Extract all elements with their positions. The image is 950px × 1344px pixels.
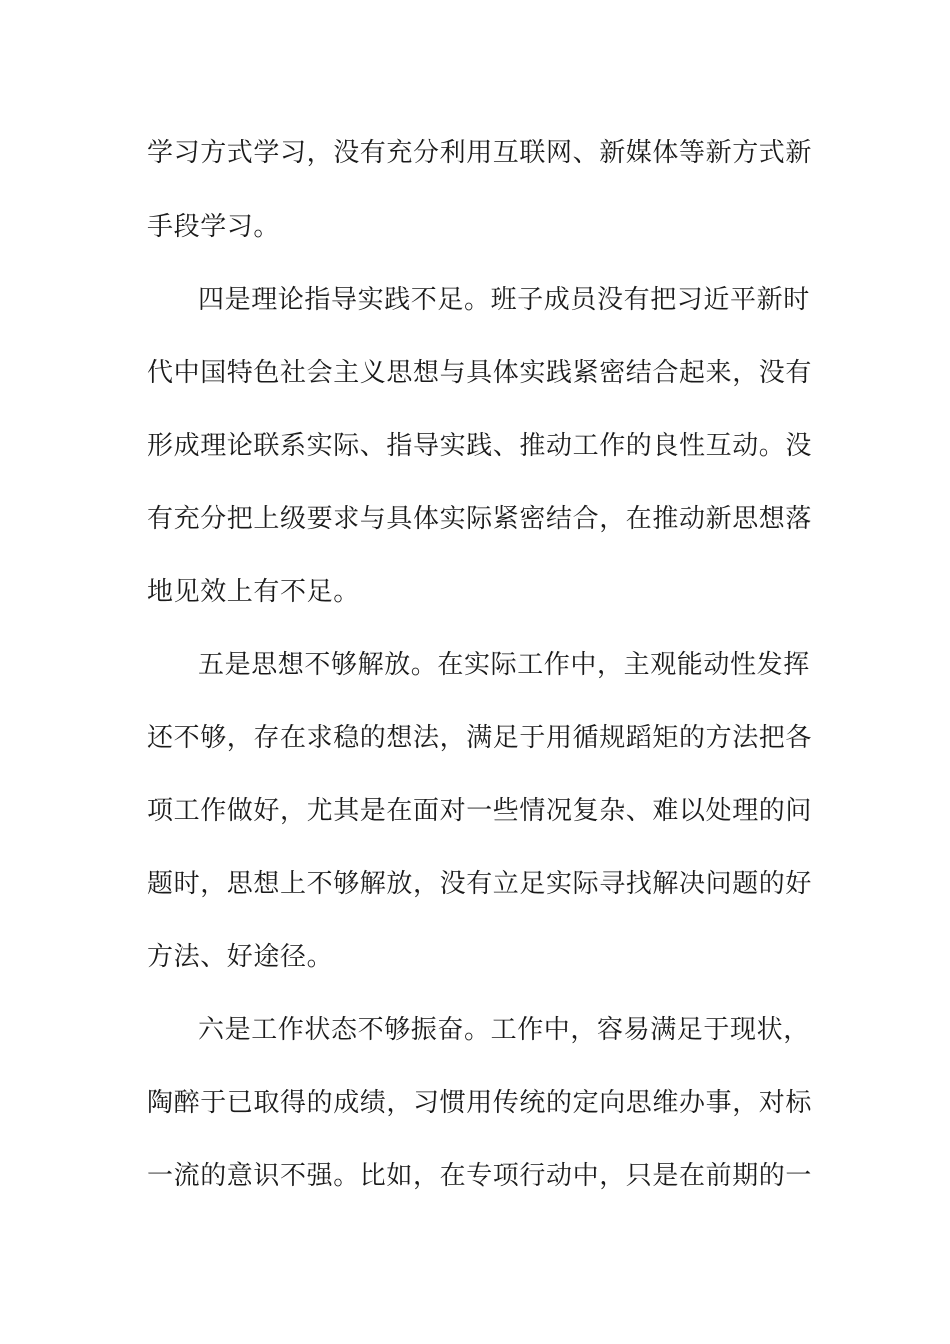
- text-line: 手段学习。: [147, 212, 281, 242]
- text-line: 项工作做好，尤其是在面对一些情况复杂、难以处理的问: [147, 796, 813, 826]
- text-line: 陶醉于已取得的成绩，习惯用传统的定向思维办事，对标: [147, 1088, 813, 1118]
- text-line: 代中国特色社会主义思想与具体实践紧密结合起来，没有: [147, 358, 813, 388]
- text-line: 地见效上有不足。: [147, 577, 360, 607]
- paragraph-start-line: 四是理论指导实践不足。班子成员没有把习近平新时: [198, 285, 810, 315]
- paragraph-start-line: 六是工作状态不够振奋。工作中，容易满足于现状，: [198, 1015, 810, 1045]
- text-line: 方法、好途径。: [147, 942, 334, 972]
- text-line: 还不够，存在求稳的想法，满足于用循规蹈矩的方法把各: [147, 723, 813, 753]
- text-line: 形成理论联系实际、指导实践、推动工作的良性互动。没: [147, 431, 813, 461]
- text-line: 有充分把上级要求与具体实际紧密结合，在推动新思想落: [147, 504, 813, 534]
- text-line: 学习方式学习，没有充分利用互联网、新媒体等新方式新: [147, 138, 813, 168]
- text-line: 一流的意识不强。比如，在专项行动中，只是在前期的一: [147, 1161, 813, 1191]
- text-line: 题时，思想上不够解放，没有立足实际寻找解决问题的好: [147, 869, 813, 899]
- paragraph-start-line: 五是思想不够解放。在实际工作中，主观能动性发挥: [198, 650, 810, 680]
